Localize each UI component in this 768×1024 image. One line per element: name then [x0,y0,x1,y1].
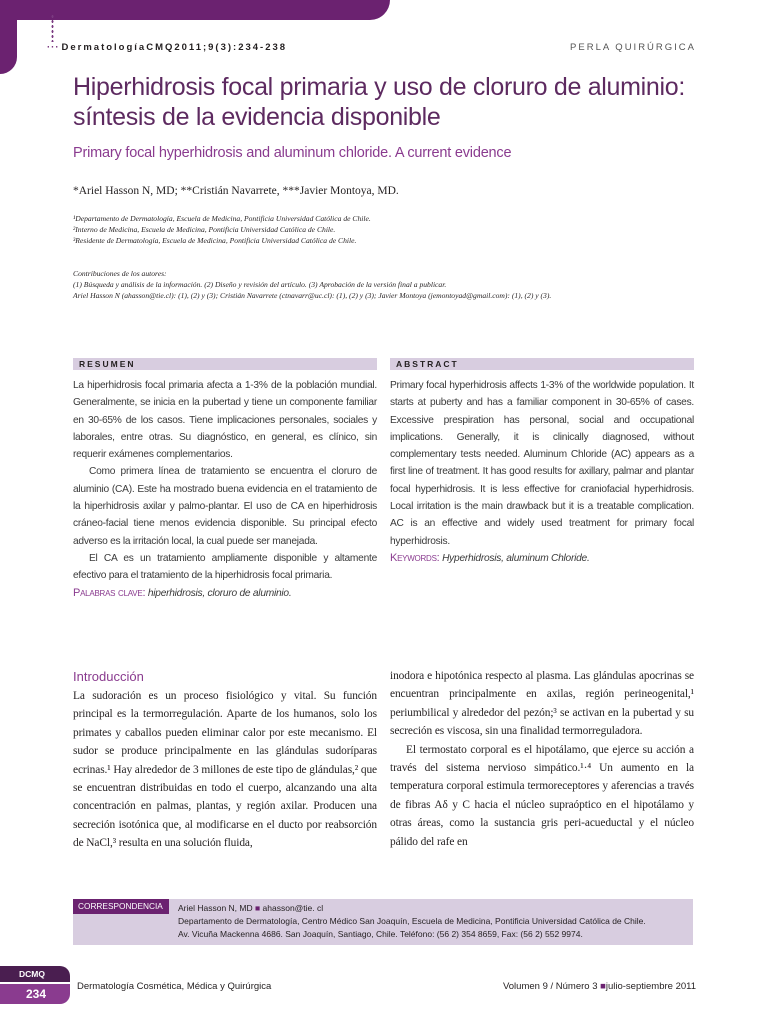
abstract-text [390,377,694,567]
introduction-right-column [390,667,694,851]
abstract-section [390,358,694,567]
contributions-line-2: Ariel Hasson N (ahasson@tie.cl): (1), (2) y (3); Cristián Navarrete (ctnavarr@uc.cl): (1), (2) y (3); Javier Montoya (jemontoyad@gmail.com): (1), (2) y (3). [73,291,552,300]
journal-badge [0,966,70,1006]
section-label: PERLA QUIRÚRGICA [570,42,696,53]
correspondence-line-2: Departamento de Dermatología, Centro Médico San Joaquín, Escuela de Medicina, Pontificia Universidad Católica de Chile. [178,916,646,927]
affiliation-2: ²Interno de Medicina, Escuela de Medicina, Pontificia Universidad Católica de Chile. [73,225,336,234]
running-head-text: DermatologíaCMQ2011;9(3):234-238 [61,42,288,53]
footer-period: julio-septiembre 2011 [605,981,696,992]
contributions-line-1: (1) Búsqueda y análisis de la información. (2) Diseño y revisión del artículo. (3) Aprobación de la versión final a publicar. [73,280,447,289]
square-bullet-icon: ■ [600,981,606,992]
affiliation-3: ³Residente de Dermatología, Escuela de Medicina, Pontificia Universidad Católica de Chile. [73,236,357,245]
article-title: Hiperhidrosis focal primaria y uso de cloruro de aluminio: síntesis de la evidencia disponible [73,73,686,131]
introduction-left-column [73,687,377,853]
abstract-keywords-label: Keywords: [390,551,440,564]
footer-volume: Volumen 9 / Número 3 [502,981,598,992]
affiliations [73,213,693,246]
journal-badge-label: DCMQ [0,966,70,982]
correspondence-box [73,899,693,945]
introduction-paragraph-2: inodora e hipotónica respecto al plasma. Las glándulas apocrinas se encuentran principalmente en axilas, región perineogenital,¹ periumbilical y alrededor del pezón;³ se activan en la pubertad y su secreción es viscosa, sin una finalidad termorreguladora. [390,670,694,738]
resumen-paragraph-3: El CA es un tratamiento ampliamente disponible y altamente efectivo para el tratamiento de la hiperhidrosis focal primaria. [73,552,377,582]
square-bullet-icon: ■ [255,903,261,913]
correspondence-name: Ariel Hasson N, MD [178,903,253,913]
resumen-keywords [73,585,377,602]
resumen-keywords-label: Palabras clave: [73,586,146,599]
resumen-paragraph-2: Como primera línea de tratamiento se encuentra el cloruro de aluminio (CA). Este ha mostrado buena evidencia en el tratamiento de la hiperhidrosis axilar y palmo-plantar. El uso de CA en hiperhidrosis cráneo-facial tiene menos evidencia disponible. Su principal efecto adverso es la irritación local, la cual puede ser manejada. [73,466,377,547]
correspondence-label: CORRESPONDENCIA [73,899,169,914]
introduction-paragraph-3: El termostato corporal es el hipotálamo, que ejerce su acción a través del sistema nervioso simpático.¹·⁴ Un aumento en la temperatura corporal estimula termoreceptores y aferencias a través de fibras Aδ y C hacia el núcleo supraóptico en el hipotálamo y otras áreas, como la sustancia gris peri-acueductal y el núcleo pálido del rafe en [390,743,694,848]
abstract-heading: ABSTRACT [390,358,694,370]
introduction-paragraph-1: La sudoración es un proceso fisiológico y vital. Su función principal es la termorregulación. Aparte de los humanos, solo los primates y caballos pueden eliminar calor por este mecanismo. El sudor se produce principalmente en las glándulas sudoríparas ecrinas.¹ Hay alrededor de 3 millones de este tipo de glándulas,² que se encuentran distribuidas en todo el cuerpo, alcanzando una alta concentración en palmas, plantas, y región axilar. Producen una secreción isotónica que, al modificarse en el ducto por reabsorción de NaCl,³ resulta en una solución fluida, [73,690,377,850]
footer-journal-name: Dermatología Cosmética, Médica y Quirúrgica [77,981,272,992]
author-contributions [73,268,693,301]
running-head [47,42,287,53]
resumen-keywords-text: hiperhidrosis, cloruro de aluminio. [147,587,292,599]
introduction-heading: Introducción [73,669,144,684]
abstract-paragraph-1: Primary focal hyperhidrosis affects 1-3% of the worldwide population. It starts at puberty and has a familiar component in 30-65% of cases. Excessive prespiration has personal, social and occupational implications. Generally, it is clinically diagnosed, without complementary tests needed. Aluminum Chloride (AC) appears as a first line of treatment. It has good results for axillary, palmar and plantar focal hyperhidrosis. It is less effective for craniofacial hyperhidrosis. Local irritation is the main drawback but it is a treatable complication. AC is an effective and widely used treatment for primary focal hyperhidrosis. [390,380,694,547]
resumen-heading: RESUMEN [73,358,377,370]
abstract-keywords [390,550,694,567]
correspondence-line-3: Av. Vicuña Mackenna 4686. San Joaquín, Santiago, Chile. Teléfono: (56 2) 354 8659, Fax: (56 2) 552 9974. [178,929,583,940]
article-subtitle: Primary focal hyperhidrosis and aluminum chloride. A current evidence [73,145,512,161]
footer-issue [503,981,696,992]
author-list: *Ariel Hasson N, MD; **Cristián Navarrete, ***Javier Montoya, MD. [73,185,399,197]
contributions-heading: Contribuciones de los autores: [73,269,167,278]
top-decorative-bar [0,0,390,20]
resumen-text [73,377,377,602]
dotted-line-decoration [51,14,54,42]
correspondence-text [178,902,646,942]
abstract-keywords-text: Hyperhidrosis, aluminum Chloride. [442,552,590,564]
left-decorative-tab [0,0,17,74]
affiliation-1: ¹Departamento de Dermatología, Escuela de Medicina, Pontificia Universidad Católica de Chile. [73,214,371,223]
correspondence-line-1 [178,902,646,915]
page-number: 234 [0,984,70,1004]
dots-decoration: ··· [47,42,60,53]
resumen-section [73,358,377,602]
correspondence-email: ahasson@tie. cl [262,903,324,913]
resumen-paragraph-1: La hiperhidrosis focal primaria afecta a 1-3% de la población mundial. Generalmente, se inicia en la pubertad y tiene un componente familiar en 30-65% de los casos. Tiene implicaciones personales, sociales y laborales, entre otras. Su diagnóstico, en general, es clínico, sin requerir exámenes complementarios. [73,380,377,461]
